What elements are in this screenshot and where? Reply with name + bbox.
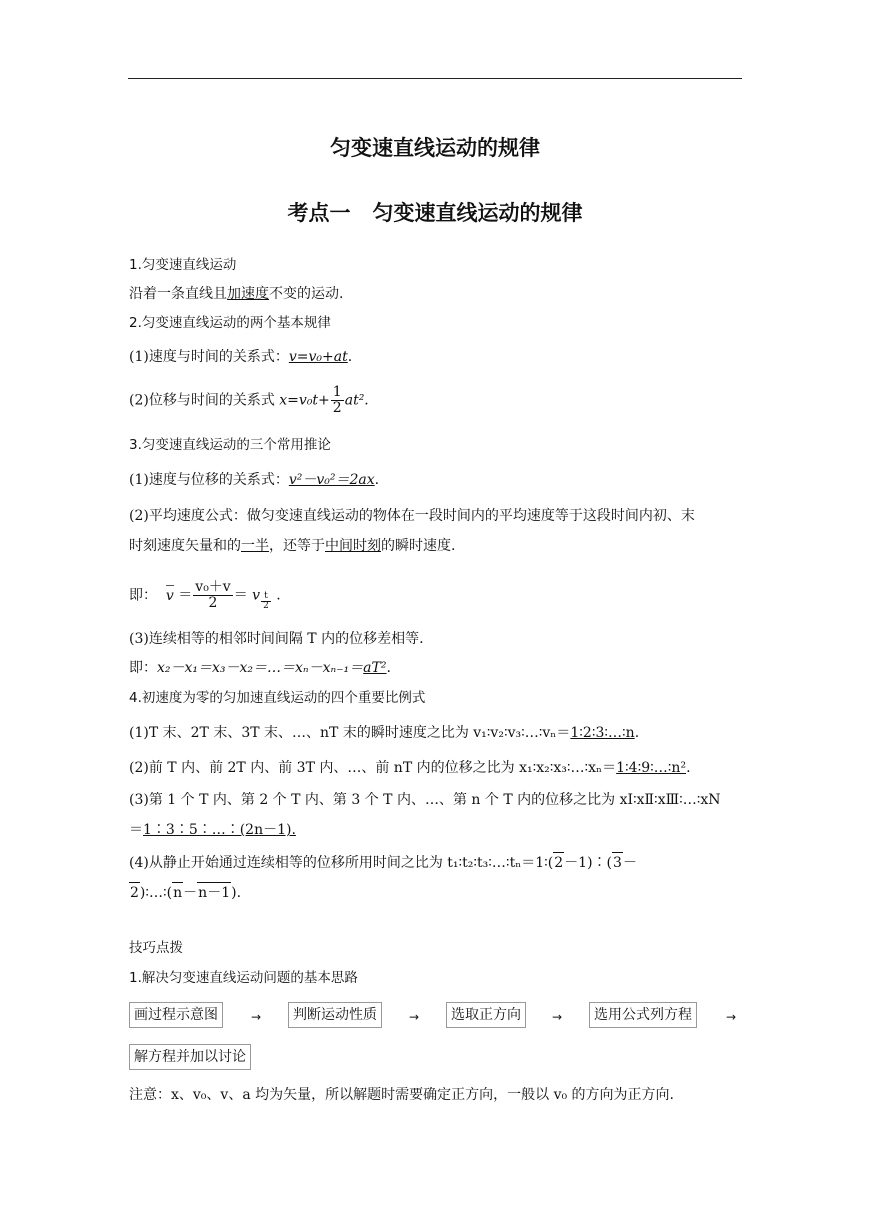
text: (2)前 T 内、前 2T 内、前 3T 内、…、前 nT 内的位移之比为 x₁∶x₂∶x₃∶…∶xₙ＝ [129,760,617,776]
sqrt: n－1 [197,882,231,903]
displacement-difference-text: (3)连续相等的相邻时间间隔 T 内的位移差相等. [129,631,424,647]
text: ＝ [129,822,143,838]
underlined-term: 一半 [241,538,269,554]
text: 时刻速度矢量和的 [129,538,241,554]
fraction-numerator: v₀＋v [195,579,231,595]
fraction-denominator: 2 [208,595,218,611]
flow-step-1: 画过程示意图 [129,1002,223,1028]
section-title-label: 考点一 [287,201,351,225]
formula-part: x=v₀t+ [279,392,330,409]
formula: v=v₀+at [288,349,348,365]
heading-1: 1.匀变速直线运动 [129,257,237,273]
text: (4)从静止开始通过连续相等的位移所用时间之比为 t₁∶t₂∶t₃∶…∶tₙ＝1∶( [129,855,554,871]
velocity-time-formula: (1)速度与时间的关系式：v=v₀+at. [129,349,353,365]
text: )∶…∶( [139,885,173,901]
flow-arrow-icon: → [552,1010,563,1024]
fraction-denominator: 2 [332,400,342,416]
heading-2: 2.匀变速直线运动的两个基本规律 [129,315,331,331]
heading-3: 3.匀变速直线运动的三个常用推论 [129,437,331,453]
underlined-answer: 1∶4∶9∶…∶n² [616,760,687,776]
sqrt: 2 [553,852,564,873]
tips-subheading: 1.解决匀变速直线运动问题的基本思路 [129,970,358,986]
sqrt: n [172,882,183,903]
underlined-term: 加速度 [227,286,269,302]
tips-heading: 技巧点拨 [129,940,183,956]
flow-arrow-icon: → [409,1010,420,1024]
sqrt: 3 [612,852,623,873]
label: (1)速度与位移的关系式： [129,472,289,488]
formula-part: at². [344,392,369,409]
underlined-answer: 1∶3∶5∶…∶(2n－1). [143,822,296,838]
ratio-3-line-1: (3)第 1 个 T 内、第 2 个 T 内、第 3 个 T 内、…、第 n 个 T 内的位移之比为 xⅠ∶xⅡ∶xⅢ∶…∶xN [129,792,721,808]
underlined-answer: aT² [363,660,387,676]
underlined-answer: 1∶2∶3∶…∶n [570,725,635,741]
flow-step-2: 判断运动性质 [288,1002,382,1028]
ratio-1: (1)T 末、2T 末、3T 末、…、nT 末的瞬时速度之比为 v₁∶v₂∶v₃∶…∶vₙ＝1∶2∶3∶…∶n. [129,725,640,741]
text: － [622,855,637,871]
text: ，还等于 [269,538,325,554]
fraction [331,385,344,416]
average-velocity-text-1: (2)平均速度公式：做匀变速直线运动的物体在一段时间内的平均速度等于这段时间内初、末 [129,508,695,524]
section-title [0,197,870,227]
text: ). [231,885,242,901]
text: 不变的运动. [269,286,344,302]
sqrt: 2 [129,882,140,903]
section-title-text: 匀变速直线运动的规律 [372,201,583,225]
underlined-term: 中间时刻 [325,538,381,554]
average-velocity-formula: 即： v ＝ $\frac{\text{v₀＋v}}{2}$ ＝ v $\frac{t}{2}$ . [129,579,281,611]
page-title: 匀变速直线运动的规律 [330,136,540,160]
text: － [183,885,198,901]
fraction [193,580,232,611]
definition-text [129,284,343,304]
text: －1)∶( [564,855,613,871]
displacement-difference-formula: 即：x₂－x₁＝x₃－x₂＝…＝xₙ－xₙ₋₁＝aT². [129,660,391,676]
text: 沿着一条直线且 [129,286,227,302]
ratio-4-line-2 [129,882,241,903]
fraction-numerator: 1 [332,384,342,400]
fraction-numerator: t [261,592,271,602]
flow-step-4: 选用公式列方程 [589,1002,697,1028]
v-mid: v [252,587,261,604]
flow-arrow-icon: → [251,1010,262,1024]
v-bar: v [166,585,174,606]
flow-step-3: 选取正方向 [446,1002,526,1028]
header-rule [128,78,742,79]
displacement-time-formula [129,385,369,416]
label: (2)位移与时间的关系式 [129,392,280,409]
text: 的瞬时速度. [381,538,456,554]
label: 即： [129,587,157,604]
ratio-2: (2)前 T 内、前 2T 内、前 3T 内、…、前 nT 内的位移之比为 x₁∶x₂∶x₃∶…∶xₙ＝1∶4∶9∶…∶n². [129,760,691,776]
velocity-displacement-formula: (1)速度与位移的关系式：v²－v₀²＝2ax. [129,472,380,488]
text: (1)T 末、2T 末、3T 末、…、nT 末的瞬时速度之比为 v₁∶v₂∶v₃∶…∶vₙ＝ [129,725,571,741]
flow-arrow-icon: → [726,1010,737,1024]
average-velocity-text-2 [129,536,455,556]
ratio-4-line-1 [129,852,637,873]
label: (1)速度与时间的关系式： [129,349,289,365]
label: 即： [129,660,157,676]
heading-4: 4.初速度为零的匀加速直线运动的四个重要比例式 [129,690,426,706]
note-text: 注意：x、v₀、v、a 均为矢量，所以解题时需要确定正方向，一般以 v₀ 的方向为正方向. [129,1087,674,1103]
formula: x₂－x₁＝x₃－x₂＝…＝xₙ－xₙ₋₁＝ [157,660,364,676]
subscript-fraction [261,592,271,611]
fraction-denominator: 2 [263,600,269,611]
flow-step-5: 解方程并加以讨论 [129,1044,251,1070]
formula: v²－v₀²＝2ax [288,472,375,488]
ratio-3-line-2 [129,820,296,840]
